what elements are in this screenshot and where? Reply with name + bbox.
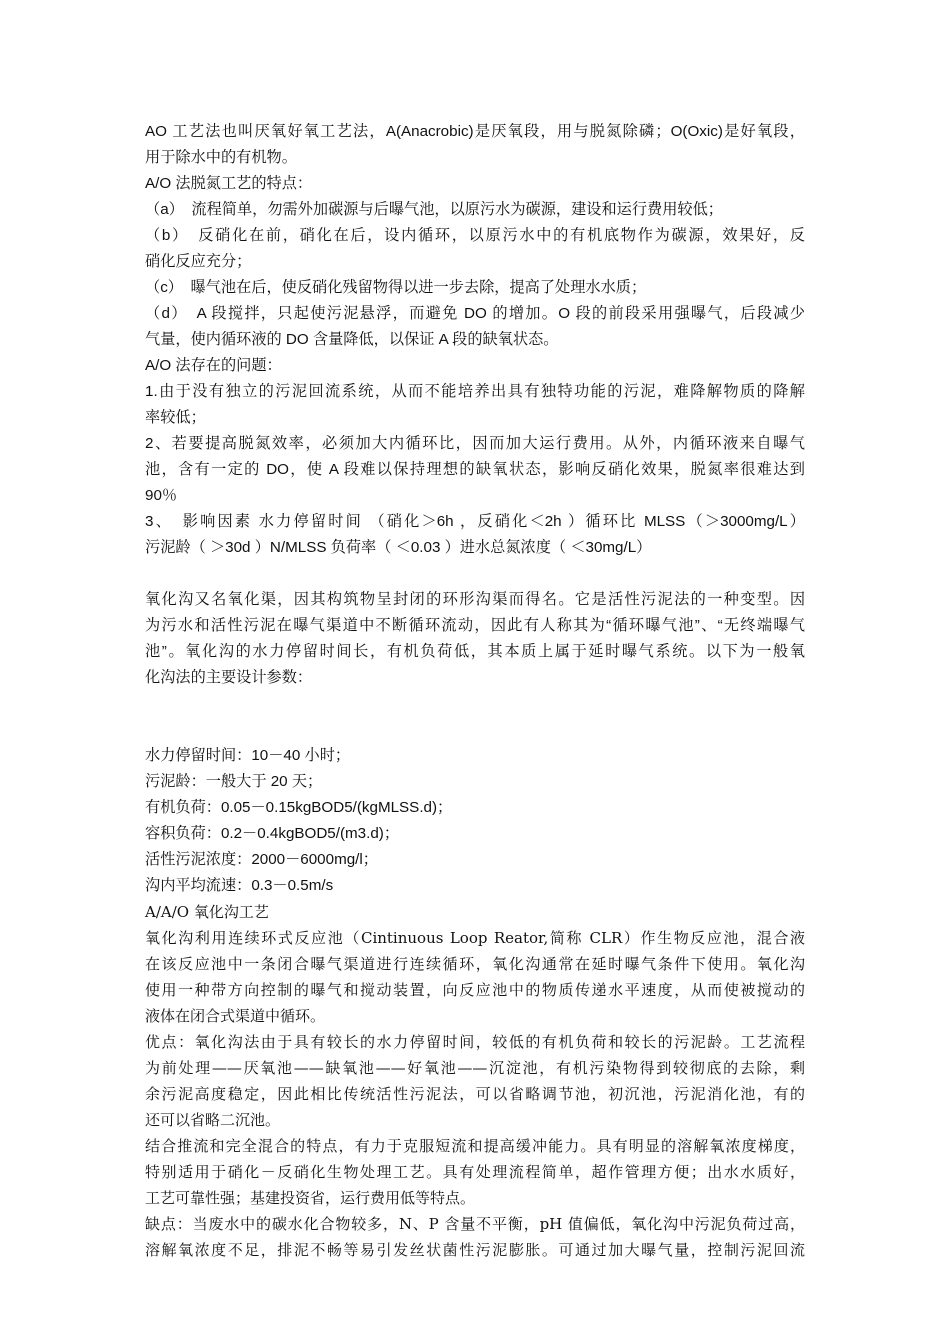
paragraph-line: 液体在闭合式渠道中循环。 bbox=[145, 1007, 326, 1025]
list-item: （b） 反硝化在前，硝化在后，设内循环，以原污水中的有机底物作为碳源，效果好，反 bbox=[145, 227, 805, 244]
ao-section bbox=[145, 119, 805, 561]
list-item: 污泥龄（ ＞30d ）N/MLSS 负荷率（ ＜0.03 ）进水总氮浓度（ ＜30mg/L） bbox=[145, 539, 652, 556]
list-item: 90％ bbox=[145, 487, 178, 504]
paragraph-line: 特别适用于硝化－反硝化生物处理工艺。具有处理流程简单，超作管理方便；出水水质好， bbox=[145, 1163, 805, 1181]
parameter-line: 污泥龄：一般大于 20 天； bbox=[145, 773, 323, 790]
parameter-line: 有机负荷：0.05－0.15kgBOD5/(kgMLSS.d)； bbox=[145, 799, 453, 816]
paragraph-line: 用于除水中的有机物。 bbox=[145, 149, 297, 166]
parameter-line: 水力停留时间：10－40 小时； bbox=[145, 747, 351, 764]
list-item: （d） A 段搅拌，只起使污泥悬浮，而避免 DO 的增加。O 段的前段采用强曝气，后段减少 bbox=[145, 305, 805, 322]
list-item: 1.由于没有独立的污泥回流系统，从而不能培养出具有独特功能的污泥，难降解物质的降解 bbox=[145, 383, 805, 400]
paragraph-line: 缺点：当废水中的碳水化合物较多，N、P 含量不平衡，pH 值偏低，氧化沟中污泥负荷过高， bbox=[145, 1215, 805, 1233]
list-item: （a） 流程简单，勿需外加碳源与后曝气池，以原污水为碳源，建设和运行费用较低； bbox=[145, 201, 723, 218]
section-heading: A/O 法脱氮工艺的特点： bbox=[145, 175, 313, 192]
list-item: 2、若要提高脱氮效率，必须加大内循环比，因而加大运行费用。从外，内循环液来自曝气 bbox=[145, 435, 805, 452]
oxidation-ditch-section bbox=[145, 587, 805, 691]
paragraph-line: 氧化沟利用连续环式反应池（Cintinuous Loop Reator,简称 CLR）作生物反应池，混合液 bbox=[145, 929, 805, 947]
parameter-line: 容积负荷：0.2－0.4kgBOD5/(m3.d)； bbox=[145, 825, 400, 842]
paragraph-line: 还可以省略二沉池。 bbox=[145, 1111, 281, 1129]
list-item: 率较低； bbox=[145, 409, 206, 426]
paragraph-line: 使用一种带方向控制的曝气和搅动装置，向反应池中的物质传递水平速度，从而使被搅动的 bbox=[145, 981, 805, 999]
paragraph-line: 在该反应池中一条闭合曝气渠道进行连续循环，氧化沟通常在延时曝气条件下使用。氧化沟 bbox=[145, 955, 805, 973]
list-item: 池，含有一定的 DO，使 A 段难以保持理想的缺氧状态，影响反硝化效果，脱氮率很难达到 bbox=[145, 461, 805, 478]
list-item: （c） 曝气池在后，使反硝化残留物得以进一步去除，提高了处理水水质； bbox=[145, 279, 647, 296]
paragraph-line: 结合推流和完全混合的特点，有力于克服短流和提高缓冲能力。具有明显的溶解氧浓度梯度， bbox=[145, 1137, 805, 1155]
paragraph-line: 余污泥高度稳定，因此相比传统活性污泥法，可以省略调节池，初沉池，污泥消化池，有的 bbox=[145, 1085, 805, 1103]
paragraph-line: AO 工艺法也叫厌氧好氧工艺法，A(Anacrobic)是厌氧段，用与脱氮除磷；O(Oxic)是好氧段， bbox=[145, 123, 805, 140]
parameter-line: 沟内平均流速：0.3－0.5m/s bbox=[145, 877, 334, 894]
document-body bbox=[145, 119, 805, 1263]
paragraph-spacer bbox=[145, 691, 805, 743]
paragraph-line: 化沟法的主要设计参数： bbox=[145, 669, 313, 686]
paragraph-line: 溶解氧浓度不足，排泥不畅等易引发丝状菌性污泥膨胀。可通过加大曝气量，控制污泥回流 bbox=[145, 1241, 805, 1259]
section-heading: A/A/O 氧化沟工艺 bbox=[145, 903, 269, 921]
design-parameters bbox=[145, 743, 805, 899]
paragraph-line: 池”。氧化沟的水力停留时间长，有机负荷低，其本质上属于延时曝气系统。以下为一般氧 bbox=[145, 643, 805, 660]
section-heading: A/O 法存在的问题： bbox=[145, 357, 282, 374]
paragraph-line: 工艺可靠性强；基建投资省，运行费用低等特点。 bbox=[145, 1189, 476, 1207]
list-item: 硝化反应充分； bbox=[145, 253, 252, 270]
list-item: 气量，使内循环液的 DO 含量降低，以保证 A 段的缺氧状态。 bbox=[145, 331, 559, 348]
paragraph-spacer bbox=[145, 561, 805, 587]
parameter-line: 活性污泥浓度：2000－6000mg/l； bbox=[145, 851, 378, 868]
aao-section bbox=[145, 899, 805, 1263]
list-item: 3、 影响因素 水力停留时间 （硝化＞6h ，反硝化＜2h ）循环比 MLSS（＞3000mg/L） bbox=[145, 513, 805, 530]
paragraph-line: 氧化沟又名氧化渠，因其构筑物呈封闭的环形沟渠而得名。它是活性污泥法的一种变型。因 bbox=[145, 591, 805, 608]
paragraph-line: 为前处理——厌氧池——缺氧池——好氧池——沉淀池，有机污染物得到较彻底的去除，剩 bbox=[145, 1059, 805, 1077]
paragraph-line: 优点：氧化沟法由于具有较长的水力停留时间，较低的有机负荷和较长的污泥龄。工艺流程 bbox=[145, 1033, 805, 1051]
paragraph-line: 为污水和活性污泥在曝气渠道中不断循环流动，因此有人称其为“循环曝气池”、“无终端曝气 bbox=[145, 617, 805, 634]
